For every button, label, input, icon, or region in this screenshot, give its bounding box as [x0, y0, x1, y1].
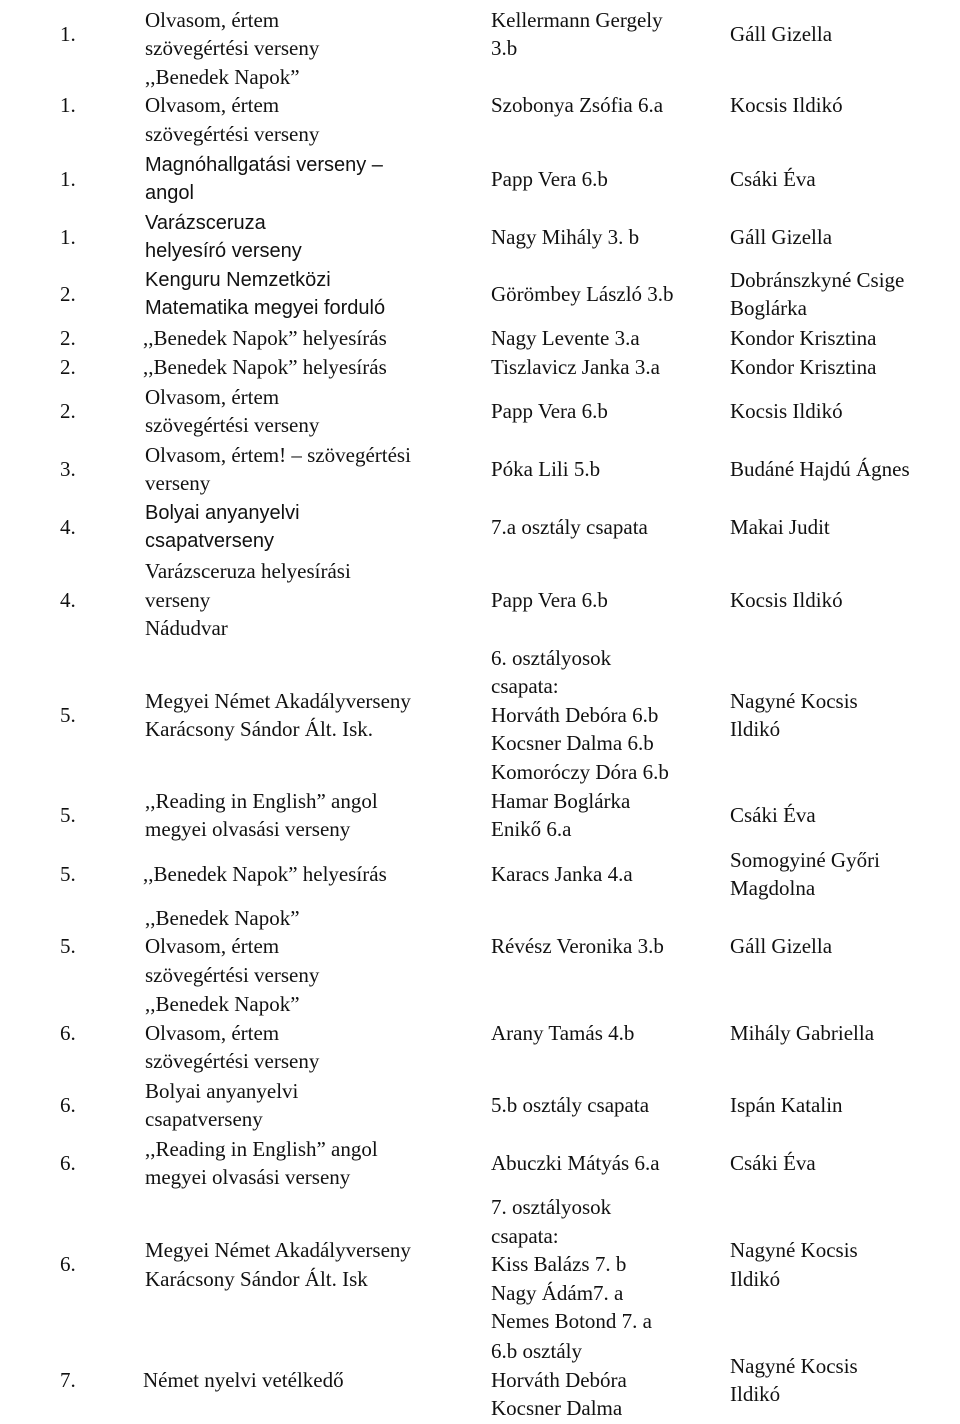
students-cell-line: Karacs Janka 4.a	[491, 861, 633, 886]
teacher-cell	[730, 1337, 958, 1423]
students-cell-line: csapata:	[491, 674, 559, 699]
place-number: 7.	[60, 1367, 76, 1392]
competition-cell-line: Bolyai anyanyelvi	[145, 1078, 299, 1103]
students-cell-line: Nagy Mihály 3. b	[491, 224, 640, 249]
teacher-cell-line: Magdolna	[730, 876, 816, 900]
teacher-cell-line: Gáll Gizella	[730, 224, 833, 249]
teacher-cell-line: Kocsis Ildikó	[730, 93, 843, 118]
teacher-cell	[730, 324, 958, 353]
teacher-cell-line: Dobránszkyné Csige	[730, 267, 905, 292]
students-cell	[491, 990, 726, 1076]
teacher-cell	[730, 440, 958, 498]
students-cell-line: Görömbey László 3.b	[491, 281, 674, 306]
teacher-cell	[730, 645, 958, 785]
students-cell	[491, 1192, 726, 1337]
competition-cell	[145, 645, 480, 785]
competition-cell	[145, 208, 480, 266]
students-cell	[491, 645, 726, 785]
table-row	[0, 1337, 960, 1423]
students-cell-line: Nagy Levente 3.a	[491, 326, 640, 351]
students-cell-line: Papp Vera 6.b	[491, 587, 608, 612]
place-cell	[60, 382, 140, 440]
competition-cell-line: Kenguru Nemzetközi	[145, 268, 331, 291]
place-number: 5.	[60, 802, 76, 827]
teacher-cell	[730, 150, 958, 208]
competition-cell	[145, 1192, 480, 1337]
competition-cell-line: Olvasom, értem	[145, 934, 280, 959]
competition-cell-line: Varázsceruza helyesírási	[145, 559, 351, 584]
teacher-cell-line: Ildikó	[730, 717, 781, 741]
teacher-cell-line: Boglárka	[730, 296, 807, 320]
place-cell	[60, 1076, 140, 1134]
teacher-cell-line: Nagyné Kocsis	[730, 1238, 858, 1262]
students-cell	[491, 556, 726, 644]
place-cell	[60, 903, 140, 990]
students-cell	[491, 1134, 726, 1192]
students-cell	[491, 440, 726, 498]
place-cell	[60, 5, 140, 63]
students-cell	[491, 1076, 726, 1134]
students-cell-line: Nagy Ádám7. a	[491, 1280, 624, 1305]
students-cell-line: Tiszlavicz Janka 3.a	[491, 355, 660, 380]
teacher-cell	[730, 1076, 958, 1134]
students-cell	[491, 845, 726, 903]
students-cell	[491, 5, 726, 63]
place-number: 1.	[60, 93, 76, 118]
place-cell	[60, 150, 140, 208]
competition-cell-line: csapatverseny	[145, 1107, 263, 1131]
teacher-cell-line: Nagyné Kocsis	[730, 1353, 858, 1378]
competition-cell-line: Megyei Német Akadályverseny	[145, 1238, 411, 1262]
students-cell-line: Papp Vera 6.b	[491, 398, 608, 423]
table-row	[0, 1076, 960, 1134]
teacher-cell	[730, 382, 958, 440]
competition-cell	[145, 150, 480, 208]
students-cell-line: Kiss Balázs 7. b	[491, 1252, 627, 1277]
teacher-cell-line: Kocsis Ildikó	[730, 398, 843, 423]
competition-cell	[143, 353, 478, 382]
competition-cell-line: ,,Benedek Napok”	[145, 905, 300, 930]
students-cell-line: Enikő 6.a	[491, 817, 572, 841]
place-number: 5.	[60, 934, 76, 959]
place-cell	[60, 498, 140, 556]
competition-cell-line: Olvasom, értem! – szövegértési	[145, 442, 411, 467]
competition-cell	[145, 440, 480, 498]
competition-cell-line: Varázsceruza	[145, 211, 266, 234]
teacher-cell-line: Kondor Krisztina	[730, 326, 877, 351]
teacher-cell-line: Gáll Gizella	[730, 934, 833, 959]
teacher-cell-line: Budáné Hajdú Ágnes	[730, 456, 910, 481]
competition-cell	[145, 5, 480, 63]
competition-cell-line: csapatverseny	[145, 530, 274, 552]
place-number: 4.	[60, 587, 76, 612]
competition-cell-line: angol	[145, 182, 194, 204]
students-cell-line: Horváth Debóra	[491, 1367, 627, 1392]
table-row	[0, 785, 960, 845]
table-row	[0, 353, 960, 382]
competition-cell-line: Megyei Német Akadályverseny	[145, 688, 411, 713]
competition-cell	[145, 266, 480, 322]
teacher-cell	[730, 63, 958, 148]
students-cell	[491, 63, 726, 148]
table-row	[0, 990, 960, 1076]
students-cell-line: Nemes Botond 7. a	[491, 1309, 652, 1334]
table-row	[0, 645, 960, 785]
competition-cell-line: Olvasom, értem	[145, 7, 280, 32]
table-row	[0, 266, 960, 322]
teacher-cell	[730, 990, 958, 1076]
table-row	[0, 556, 960, 644]
place-cell	[60, 1337, 140, 1423]
students-cell	[491, 382, 726, 440]
competition-cell-line: Nádudvar	[145, 616, 228, 641]
place-cell	[60, 266, 140, 322]
students-cell-line: Hamar Boglárka	[491, 788, 631, 813]
students-cell	[491, 1337, 726, 1423]
students-cell-line: 3.b	[491, 36, 518, 60]
competition-cell-line: verseny	[145, 587, 211, 612]
table-row	[0, 903, 960, 990]
teacher-cell-line: Kocsis Ildikó	[730, 587, 843, 612]
competition-cell	[145, 498, 480, 556]
competition-cell-line: szövegértési verseny	[145, 121, 320, 146]
competition-cell	[145, 63, 480, 148]
place-cell	[60, 208, 140, 266]
teacher-cell-line: Kondor Krisztina	[730, 355, 877, 380]
place-cell	[60, 1134, 140, 1192]
competition-cell-line: helyesíró verseny	[145, 240, 302, 262]
students-cell-line: Kocsner Dalma	[491, 1396, 623, 1421]
place-number: 2.	[60, 398, 76, 423]
teacher-cell-line: Mihály Gabriella	[730, 1020, 875, 1045]
competition-cell	[145, 1076, 480, 1134]
competition-cell	[145, 1134, 480, 1192]
competition-cell-line: szövegértési verseny	[145, 1049, 320, 1074]
table-row	[0, 382, 960, 440]
students-cell-line: Szobonya Zsófia 6.a	[491, 93, 664, 118]
place-number: 6.	[60, 1252, 76, 1277]
students-cell-line: Kocsner Dalma 6.b	[491, 731, 654, 756]
students-cell-line: Komoróczy Dóra 6.b	[491, 759, 669, 784]
competition-cell	[145, 990, 480, 1076]
competition-cell-line: Olvasom, értem	[145, 384, 280, 409]
place-number: 5.	[60, 861, 76, 886]
teacher-cell-line: Ispán Katalin	[730, 1092, 843, 1117]
teacher-cell	[730, 785, 958, 845]
students-cell-line: 7. osztályosok	[491, 1195, 612, 1220]
students-cell	[491, 498, 726, 556]
teacher-cell-line: Csáki Éva	[730, 1150, 816, 1175]
place-cell	[60, 63, 140, 148]
table-row	[0, 208, 960, 266]
competition-cell	[143, 845, 478, 903]
students-cell-line: 6.b osztály	[491, 1339, 582, 1364]
competition-cell-line: ,,Reading in English” angol	[145, 1136, 378, 1161]
competition-cell-line: Bolyai anyanyelvi	[145, 501, 300, 524]
teacher-cell-line: Nagyné Kocsis	[730, 688, 858, 713]
place-cell	[60, 440, 140, 498]
table-row	[0, 150, 960, 208]
place-cell	[60, 353, 140, 382]
teacher-cell	[730, 208, 958, 266]
competition-cell-line: ,,Reading in English” angol	[145, 788, 378, 813]
place-number: 1.	[60, 21, 76, 46]
students-cell	[491, 208, 726, 266]
teacher-cell	[730, 5, 958, 63]
competition-cell-line: Karácsony Sándor Ált. Isk	[145, 1266, 368, 1291]
teacher-cell-line: Makai Judit	[730, 514, 830, 539]
place-number: 6.	[60, 1092, 76, 1117]
competition-cell-line: megyei olvasási verseny	[145, 817, 351, 841]
place-cell	[60, 1192, 140, 1337]
teacher-cell-line: Ildikó	[730, 1266, 781, 1291]
competition-cell	[145, 785, 480, 845]
competition-cell-line: ,,Benedek Napok”	[145, 64, 300, 89]
place-number: 2.	[60, 281, 76, 306]
students-cell	[491, 324, 726, 353]
place-cell	[60, 990, 140, 1076]
teacher-cell	[730, 266, 958, 322]
students-cell-line: Horváth Debóra 6.b	[491, 702, 659, 727]
table-row	[0, 324, 960, 353]
place-cell	[60, 324, 140, 353]
competition-cell-line: Karácsony Sándor Ált. Isk.	[145, 717, 374, 741]
competition-cell-line: Német nyelvi vetélkedő	[143, 1367, 344, 1392]
teacher-cell	[730, 903, 958, 990]
competition-cell-line: Olvasom, értem	[145, 1020, 280, 1045]
teacher-cell	[730, 1192, 958, 1337]
competition-cell-line: ,,Benedek Napok”	[145, 992, 300, 1017]
competition-cell-line: megyei olvasási verseny	[145, 1165, 351, 1189]
students-cell	[491, 785, 726, 845]
competition-cell	[143, 324, 478, 353]
place-cell	[60, 645, 140, 785]
students-cell	[491, 903, 726, 990]
competition-cell-line: szövegértési verseny	[145, 962, 320, 987]
table-row	[0, 845, 960, 903]
students-cell-line: Arany Tamás 4.b	[491, 1020, 635, 1045]
competition-cell	[143, 1337, 478, 1423]
students-cell-line: Kellermann Gergely	[491, 7, 663, 32]
teacher-cell	[730, 353, 958, 382]
table-row	[0, 440, 960, 498]
place-cell	[60, 556, 140, 644]
students-cell-line: Póka Lili 5.b	[491, 456, 601, 481]
competition-cell-line: ,,Benedek Napok” helyesírás	[143, 326, 387, 351]
students-cell-line: Abuczki Mátyás 6.a	[491, 1150, 660, 1175]
students-cell-line: 7.a osztály csapata	[491, 514, 648, 539]
students-cell-line: 5.b osztály csapata	[491, 1092, 650, 1117]
students-cell-line: csapata:	[491, 1223, 559, 1248]
teacher-cell-line: Somogyiné Győri	[730, 847, 880, 872]
table-row	[0, 498, 960, 556]
table-row	[0, 1134, 960, 1192]
table-row	[0, 5, 960, 63]
competition-cell	[145, 903, 480, 990]
teacher-cell	[730, 498, 958, 556]
place-number: 4.	[60, 514, 76, 539]
competition-cell-line: szövegértési verseny	[145, 36, 320, 60]
competition-cell-line: szövegértési verseny	[145, 413, 320, 437]
table-row	[0, 1192, 960, 1337]
place-number: 5.	[60, 702, 76, 727]
competition-cell	[145, 556, 480, 644]
teacher-cell	[730, 845, 958, 903]
competition-cell-line: Olvasom, értem	[145, 93, 280, 118]
students-cell	[491, 266, 726, 322]
competition-cell-line: Matematika megyei forduló	[145, 297, 386, 319]
students-cell-line: Révész Veronika 3.b	[491, 934, 664, 959]
competition-cell-line: Magnóhallgatási verseny –	[145, 153, 383, 176]
competition-cell	[145, 382, 480, 440]
students-cell	[491, 353, 726, 382]
students-cell-line: Papp Vera 6.b	[491, 166, 608, 191]
students-cell	[491, 150, 726, 208]
teacher-cell-line: Csáki Éva	[730, 802, 816, 827]
place-number: 6.	[60, 1150, 76, 1175]
table-row	[0, 63, 960, 148]
teacher-cell-line: Ildikó	[730, 1382, 781, 1406]
place-cell	[60, 785, 140, 845]
place-number: 2.	[60, 355, 76, 380]
competition-cell-line: ,,Benedek Napok” helyesírás	[143, 861, 387, 886]
place-number: 1.	[60, 224, 76, 249]
teacher-cell	[730, 556, 958, 644]
teacher-cell	[730, 1134, 958, 1192]
place-number: 1.	[60, 166, 76, 191]
place-number: 2.	[60, 326, 76, 351]
place-number: 3.	[60, 456, 76, 481]
place-cell	[60, 845, 140, 903]
place-number: 6.	[60, 1020, 76, 1045]
competition-cell-line: verseny	[145, 471, 211, 495]
students-cell-line: 6. osztályosok	[491, 645, 612, 670]
competition-cell-line: ,,Benedek Napok” helyesírás	[143, 355, 387, 380]
teacher-cell-line: Gáll Gizella	[730, 21, 833, 46]
teacher-cell-line: Csáki Éva	[730, 166, 816, 191]
